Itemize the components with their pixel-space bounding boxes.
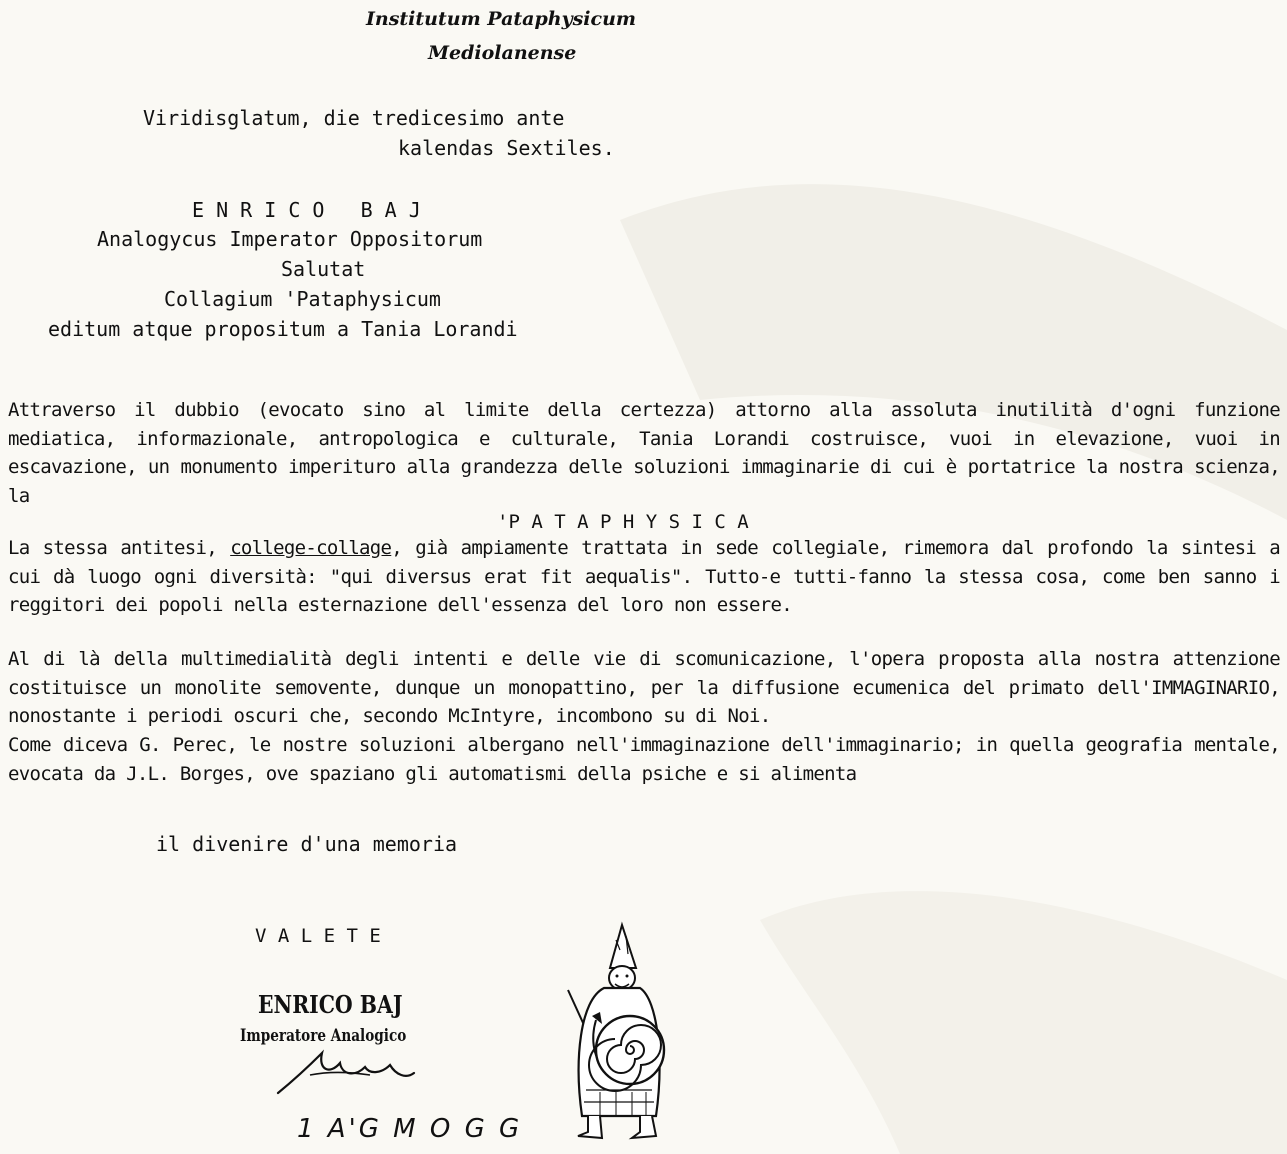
signature-icon <box>270 1045 420 1100</box>
salutation-editor: editum atque propositum a Tania Lorandi <box>48 317 518 341</box>
salutation-work: Collagium 'Pataphysicum <box>164 287 441 311</box>
dateline-line2: kalendas Sextiles. <box>398 136 615 160</box>
letterhead-line1: Institutum Pataphysicum <box>366 8 637 30</box>
salutation-name: E N R I C O B A J <box>192 198 421 222</box>
body-paragraph-1: Attraverso il dubbio (evocato sino al limite della certezza) attorno alla assoluta inutilità d'ogni funzione mediatica, informazionale, antropologica e culturale, Tania Lorandi costruisce, vuoi in elevazione, vuoi in escavazione, un monumento imperituro alla grandezza delle soluzioni immaginarie di cui è portatrice la nostra scienza, la <box>8 399 1280 507</box>
p2-before: La stessa antitesi, <box>8 537 231 559</box>
letterhead-line2: Mediolanense <box>428 42 577 64</box>
stamp-name: ENRICO BAJ <box>258 990 403 1019</box>
college-collage-underlined: college-collage <box>230 537 392 559</box>
stamp-title: Imperatore Analogico <box>240 1026 407 1046</box>
dateline-line1: Viridisglatum, die tredicesimo ante <box>143 106 565 130</box>
handwritten-date: 1 A'G M O G G <box>297 1114 523 1144</box>
p2-after: , già ampiamente trattata in sede collegiale, rimemora dal profondo la sintesi a cui dà luogo ogni diversità: "qui diversus erat fit aequalis". Tutto-e tutti-fanno la stessa cosa, come ben sanno i reggitori dei popoli nella esternazione dell'essenza del loro non essere. <box>8 537 1280 616</box>
valete: V A L E T E <box>255 925 381 947</box>
body-paragraph-2 <box>8 534 1280 620</box>
salutation-verb: Salutat <box>281 257 366 281</box>
body-paragraph-4: Come diceva G. Perec, le nostre soluzioni albergano nell'immaginazione dell'immaginario; in quella geografia mentale, evocata da J.L. Borges, ove spaziano gli automatismi della psiche e si alimenta <box>8 734 1280 785</box>
gnome-shield-figure-icon <box>560 920 680 1146</box>
salutation-title: Analogycus Imperator Oppositorum <box>97 227 483 251</box>
pataphysica-heading: 'P A T A P H Y S I C A <box>497 511 749 533</box>
closing-line: il divenire d'una memoria <box>156 832 458 856</box>
body-paragraph-3: Al di là della multimedialità degli intenti e delle vie di scomunicazione, l'opera proposta alla nostra attenzione costituisce un monolite semovente, dunque un monopattino, per la diffusione ecumenica del primato dell'IMMAGINARIO, nonostante i periodi oscuri che, secondo McIntyre, incombono su di Noi. <box>8 648 1280 727</box>
